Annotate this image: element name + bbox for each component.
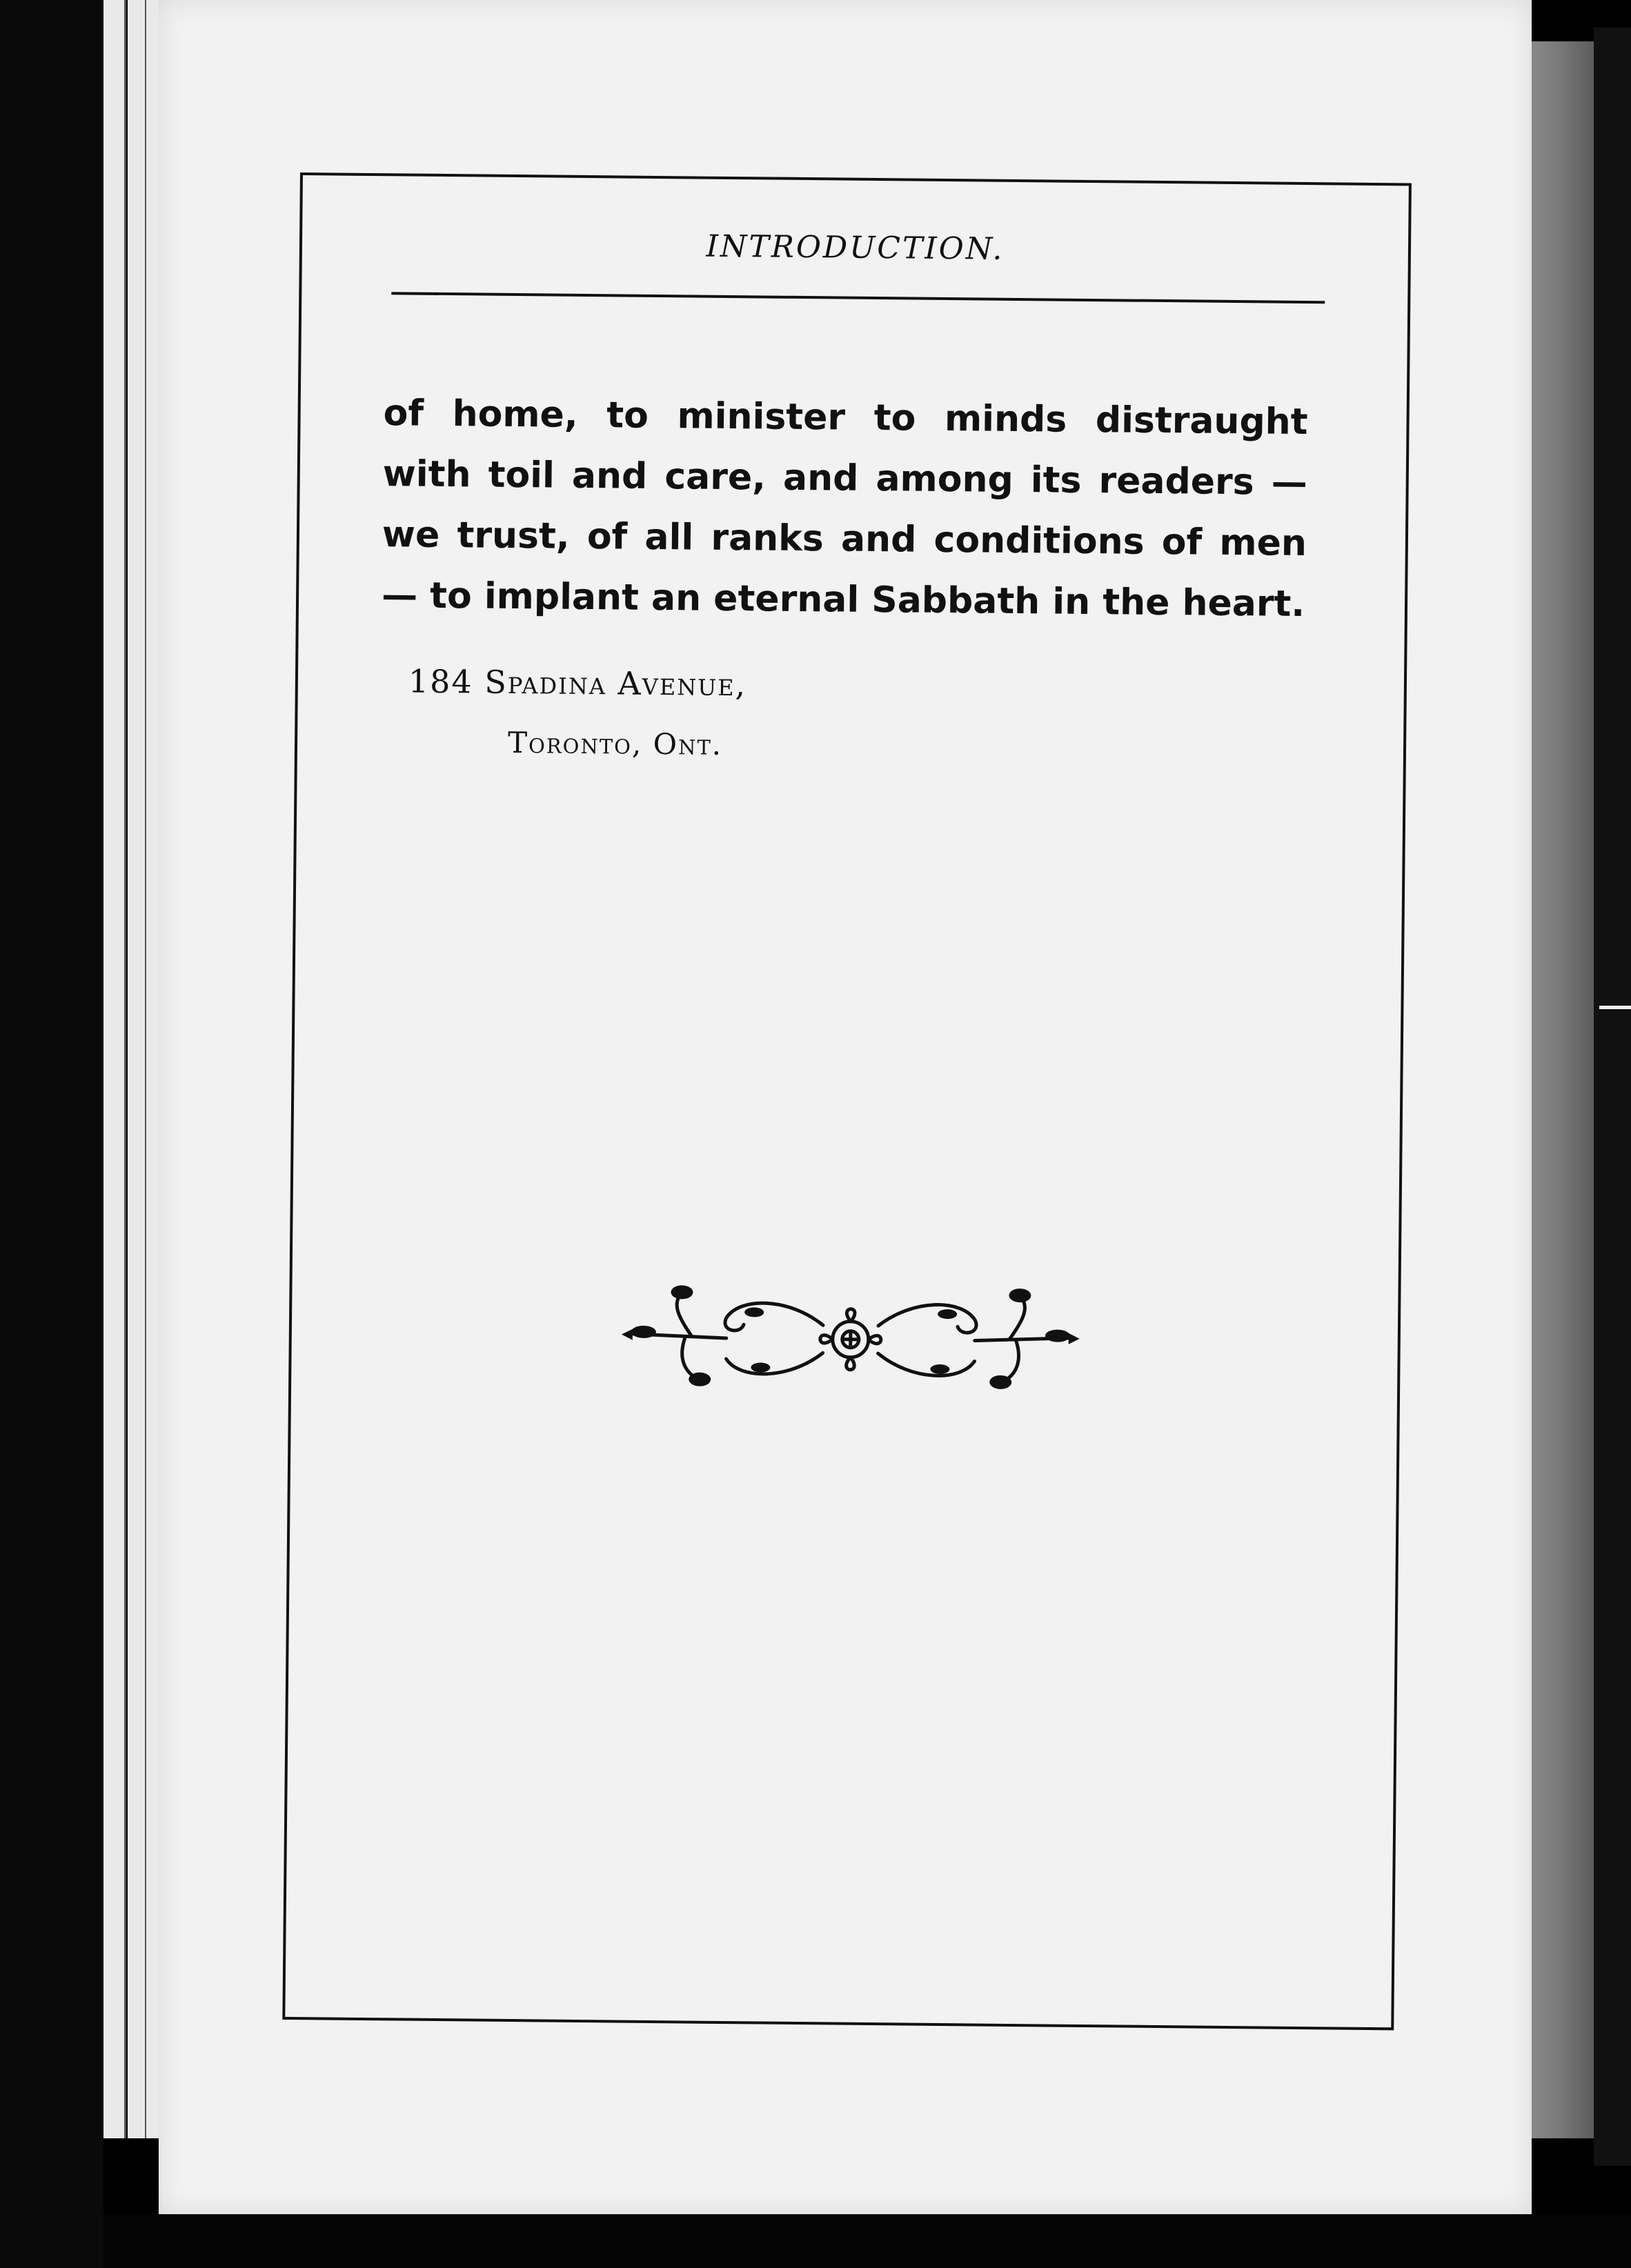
address-city: Toronto, Ont. bbox=[507, 725, 723, 762]
scan-gutter bbox=[0, 0, 103, 2268]
scan-edge-right bbox=[1594, 28, 1631, 2166]
scan-edge-bottom bbox=[103, 2214, 1631, 2268]
page-edge bbox=[128, 0, 147, 2138]
head-rule bbox=[391, 292, 1325, 304]
floral-ornament-icon bbox=[615, 1282, 1086, 1397]
address-street: 184 Spadina Avenue, bbox=[408, 662, 747, 704]
scan-mark bbox=[1599, 1006, 1631, 1009]
book-page bbox=[159, 0, 1532, 2214]
page-edge bbox=[103, 0, 126, 2138]
page-frame bbox=[282, 172, 1412, 2030]
running-head: INTRODUCTION. bbox=[706, 228, 1005, 267]
body-paragraph: of home, to minister to minds distraught with toil and care, and among its readers — we trust, of all ranks and conditions of men — to implant an eternal Sabbath in the heart. bbox=[381, 392, 1308, 626]
